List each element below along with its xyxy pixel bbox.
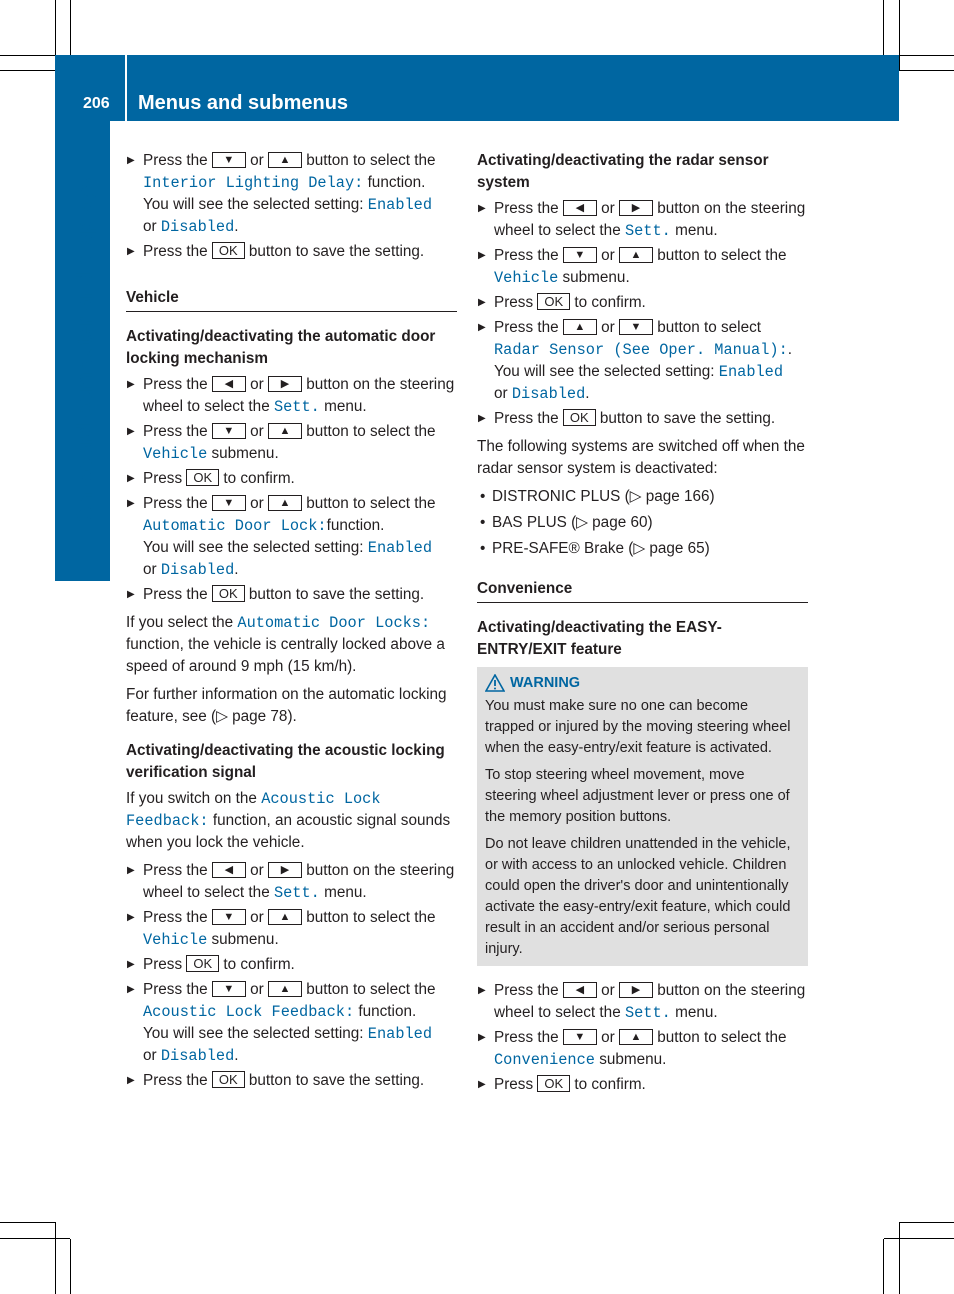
inline-text: Press the: [143, 981, 208, 998]
menu-item-ref: Disabled: [160, 561, 235, 579]
inline-text: Press the: [143, 376, 208, 393]
inline-text: button to select the: [306, 495, 436, 512]
step-arrow-icon: ▶: [127, 589, 135, 600]
right-key-icon: ▶: [619, 982, 653, 998]
down-key-icon: ▼: [212, 152, 246, 168]
inline-text: or: [250, 909, 264, 926]
inline-text: Press the: [143, 1072, 208, 1089]
menu-item-ref: Acoustic Lock Feedback:: [143, 1003, 355, 1021]
inline-text: Press the: [143, 862, 208, 879]
paragraph: [126, 788, 457, 854]
inline-text: .: [787, 341, 792, 358]
inline-text: or: [601, 247, 615, 264]
left-key-icon: ◀: [563, 200, 597, 216]
menu-item-ref: Sett.: [624, 1004, 671, 1022]
inline-text: or: [250, 152, 264, 169]
inline-text: function.: [358, 1003, 417, 1020]
subheading: Activating/deactivating the radar sensor system: [477, 152, 769, 191]
inline-text: button to select the: [306, 423, 436, 440]
menu-item-ref: Sett.: [624, 222, 671, 240]
inline-text: function.: [326, 517, 385, 534]
crop-mark: [0, 1238, 70, 1239]
left-column: [126, 150, 457, 1095]
step-arrow-icon: ▶: [478, 250, 486, 261]
right-key-icon: ▶: [268, 376, 302, 392]
inline-text: Press: [494, 1076, 534, 1093]
inline-text: menu.: [675, 1004, 718, 1021]
crop-mark: [0, 1222, 55, 1223]
inline-text: You will see the selected setting:: [143, 539, 364, 556]
down-key-icon: ▼: [212, 909, 246, 925]
inline-text: Press: [143, 956, 183, 973]
instruction-step: [126, 584, 457, 606]
step-arrow-icon: ▶: [127, 155, 135, 166]
menu-item-ref: Interior Lighting Delay:: [143, 174, 364, 192]
inline-text: If you switch on the: [126, 790, 257, 807]
inline-text: to confirm.: [574, 294, 646, 311]
inline-text: or: [250, 981, 264, 998]
instruction-step: [126, 907, 457, 951]
inline-text: Press the: [494, 1029, 559, 1046]
inline-text: Press the: [494, 410, 559, 427]
inline-text: button to select the: [306, 152, 436, 169]
menu-item-ref: Enabled: [367, 196, 433, 214]
instruction-step: [126, 468, 457, 490]
inline-text: or: [601, 982, 615, 999]
inline-text: or: [250, 423, 264, 440]
instruction-step: [477, 980, 808, 1024]
step-arrow-icon: ▶: [478, 1032, 486, 1043]
instruction-step: [126, 493, 457, 581]
inline-text: Press the: [143, 586, 208, 603]
warning-triangle-icon: [485, 674, 505, 692]
down-key-icon: ▼: [563, 1029, 597, 1045]
menu-item-ref: Enabled: [367, 1025, 433, 1043]
bullet-item: • PRE-SAFE® Brake (▷ page 65): [477, 538, 808, 560]
step-arrow-icon: ▶: [127, 959, 135, 970]
instruction-step: [477, 198, 808, 242]
warning-title: WARNING: [510, 675, 581, 691]
inline-text: or: [143, 1047, 157, 1064]
subheading: Activating/deactivating the automatic door locking mechanism: [126, 328, 436, 367]
inline-text: button to select the: [306, 909, 436, 926]
inline-text: button to select the: [306, 981, 436, 998]
menu-item-ref: Disabled: [511, 385, 586, 403]
up-key-icon: ▲: [619, 247, 653, 263]
warning-header: [485, 673, 800, 694]
inline-text: function, an acoustic signal sounds when you lock the vehicle.: [126, 812, 451, 851]
inline-text: Press: [494, 294, 534, 311]
step-arrow-icon: ▶: [478, 1079, 486, 1090]
menu-item-ref: Automatic Door Locks:: [237, 614, 431, 632]
instruction-step: [126, 954, 457, 976]
page-number: 206: [83, 95, 110, 112]
instruction-step: [126, 374, 457, 418]
ok-key-icon: OK: [212, 242, 245, 259]
crop-mark: [899, 1222, 954, 1223]
warning-paragraph: To stop steering wheel movement, move steering wheel adjustment lever or press one of the memory position buttons.: [485, 767, 790, 825]
step-arrow-icon: ▶: [478, 322, 486, 333]
inline-text: submenu.: [211, 445, 279, 462]
inline-text: or: [601, 319, 615, 336]
crop-mark: [899, 1222, 900, 1294]
instruction-step: [477, 1074, 808, 1096]
step-arrow-icon: ▶: [478, 203, 486, 214]
inline-text: Press the: [143, 909, 208, 926]
inline-text: Press: [143, 470, 183, 487]
bullet-item: • BAS PLUS (▷ page 60): [477, 512, 808, 534]
step-arrow-icon: ▶: [127, 984, 135, 995]
inline-text: to confirm.: [223, 956, 295, 973]
inline-text: .: [234, 218, 239, 235]
menu-item-ref: Radar Sensor (See Oper. Manual):: [494, 341, 788, 359]
heading-convenience: Convenience: [477, 578, 808, 603]
up-key-icon: ▲: [268, 152, 302, 168]
inline-text: button to select the: [657, 247, 787, 264]
inline-text: .: [234, 1047, 239, 1064]
ok-key-icon: OK: [563, 409, 596, 426]
ok-key-icon: OK: [186, 955, 219, 972]
inline-text: You will see the selected setting:: [494, 363, 715, 380]
inline-text: button on the: [657, 982, 747, 999]
chapter-tab-label: On-board computer and displays: [72, 177, 97, 523]
instruction-step: [126, 979, 457, 1067]
ok-key-icon: OK: [212, 1071, 245, 1088]
inline-text: You will see the selected setting:: [143, 1025, 364, 1042]
inline-text: or: [250, 495, 264, 512]
inline-text: to confirm.: [223, 470, 295, 487]
menu-item-ref: Vehicle: [143, 931, 208, 949]
crop-mark: [899, 55, 954, 56]
inline-text: to confirm.: [574, 1076, 646, 1093]
inline-text: button on the: [306, 376, 396, 393]
menu-item-ref: Convenience: [494, 1051, 595, 1069]
crop-mark: [70, 1239, 71, 1294]
right-key-icon: ▶: [268, 862, 302, 878]
inline-text: Press the: [494, 319, 559, 336]
inline-text: menu.: [675, 222, 718, 239]
down-key-icon: ▼: [619, 319, 653, 335]
up-key-icon: ▲: [563, 319, 597, 335]
inline-text: If you select the: [126, 614, 234, 631]
step-arrow-icon: ▶: [478, 413, 486, 424]
step-arrow-icon: ▶: [127, 473, 135, 484]
inline-text: or: [143, 561, 157, 578]
menu-item-ref: Disabled: [160, 218, 235, 236]
instruction-step: [477, 317, 808, 405]
step-arrow-icon: ▶: [127, 912, 135, 923]
inline-text: You will see the selected setting:: [143, 196, 364, 213]
inline-text: Press the: [143, 243, 208, 260]
inline-text: .: [234, 561, 239, 578]
menu-item-ref: Disabled: [160, 1047, 235, 1065]
up-key-icon: ▲: [268, 423, 302, 439]
down-key-icon: ▼: [212, 981, 246, 997]
inline-text: steering wheel to select the: [143, 862, 455, 901]
up-key-icon: ▲: [268, 495, 302, 511]
inline-text: menu.: [324, 398, 367, 415]
up-key-icon: ▲: [268, 981, 302, 997]
left-key-icon: ◀: [212, 376, 246, 392]
inline-text: submenu.: [599, 1051, 667, 1068]
up-key-icon: ▲: [619, 1029, 653, 1045]
inline-text: or: [250, 376, 264, 393]
inline-text: button to select: [657, 319, 761, 336]
crop-mark: [883, 0, 884, 55]
menu-item-ref: Vehicle: [494, 269, 559, 287]
step-arrow-icon: ▶: [478, 985, 486, 996]
warning-box: [477, 667, 808, 966]
down-key-icon: ▼: [212, 495, 246, 511]
step-arrow-icon: ▶: [478, 297, 486, 308]
inline-text: steering wheel to select the: [494, 982, 806, 1021]
inline-text: button on the: [306, 862, 396, 879]
menu-item-ref: Sett.: [273, 398, 320, 416]
step-arrow-icon: ▶: [127, 426, 135, 437]
ok-key-icon: OK: [186, 469, 219, 486]
menu-item-ref: Acoustic Lock Feedback:: [126, 790, 381, 830]
inline-text: Press the: [494, 200, 559, 217]
inline-text: menu.: [324, 884, 367, 901]
inline-text: button on the: [657, 200, 747, 217]
menu-item-ref: Automatic Door Lock:: [143, 517, 327, 535]
up-key-icon: ▲: [268, 909, 302, 925]
section-title: Menus and submenus: [138, 92, 349, 114]
inline-text: or: [494, 385, 508, 402]
left-key-icon: ◀: [563, 982, 597, 998]
left-key-icon: ◀: [212, 862, 246, 878]
inline-text: button to save the setting.: [248, 586, 425, 603]
instruction-step: [477, 408, 808, 430]
inline-text: steering wheel to select the: [494, 200, 806, 239]
instruction-step: [126, 1070, 457, 1092]
paragraph: [126, 612, 457, 678]
crop-mark: [70, 0, 71, 55]
inline-text: Press the: [143, 495, 208, 512]
inline-text: function, the vehicle is centrally locked above a speed of around 9 mph (15 km/h).: [126, 636, 445, 675]
inline-text: or: [601, 200, 615, 217]
inline-text: button to save the setting.: [248, 243, 425, 260]
down-key-icon: ▼: [212, 423, 246, 439]
crop-mark: [884, 1238, 954, 1239]
header-divider: [125, 55, 127, 121]
crop-mark: [0, 55, 55, 56]
inline-text: .: [585, 385, 590, 402]
inline-text: submenu.: [211, 931, 279, 948]
inline-text: function.: [367, 174, 426, 191]
heading-vehicle: Vehicle: [126, 287, 457, 312]
inline-text: or: [601, 1029, 615, 1046]
paragraph: For further information on the automatic locking feature, see (▷ page 78).: [126, 686, 447, 725]
crop-mark: [55, 1222, 56, 1294]
crop-mark: [899, 0, 900, 70]
inline-text: Press the: [143, 423, 208, 440]
subheading: Activating/deactivating the acoustic locking verification signal: [126, 742, 445, 781]
inline-text: or: [143, 218, 157, 235]
menu-item-ref: Enabled: [367, 539, 433, 557]
instruction-step: [126, 860, 457, 904]
ok-key-icon: OK: [537, 1075, 570, 1092]
inline-text: Press the: [494, 982, 559, 999]
menu-item-ref: Enabled: [718, 363, 784, 381]
inline-text: button to save the setting.: [599, 410, 776, 427]
crop-mark: [883, 1239, 884, 1294]
inline-text: steering wheel to select the: [143, 376, 455, 415]
ok-key-icon: OK: [212, 585, 245, 602]
instruction-step: [126, 421, 457, 465]
inline-text: button to save the setting.: [248, 1072, 425, 1089]
inline-text: Press the: [143, 152, 208, 169]
paragraph: The following systems are switched off when the radar sensor system is deactivated:: [477, 438, 805, 477]
bullet-item: • DISTRONIC PLUS (▷ page 166): [477, 486, 808, 508]
instruction-step: [126, 241, 457, 263]
subheading: Activating/deactivating the EASY-ENTRY/EXIT feature: [477, 619, 722, 658]
inline-text: Press the: [494, 247, 559, 264]
instruction-step: [477, 1027, 808, 1071]
inline-text: button to select the: [657, 1029, 787, 1046]
step-arrow-icon: ▶: [127, 379, 135, 390]
inline-text: or: [250, 862, 264, 879]
instruction-step: [477, 292, 808, 314]
right-column: [477, 150, 808, 1099]
step-arrow-icon: ▶: [127, 865, 135, 876]
right-key-icon: ▶: [619, 200, 653, 216]
instruction-step: [126, 150, 457, 238]
warning-paragraph: Do not leave children unattended in the vehicle, or with access to an unlocked vehicle. Children could open the driver's door and unintentionally activate the easy-entry/exit feature, which could result in an accident and/or serious personal injury.: [485, 836, 791, 957]
instruction-step: [477, 245, 808, 289]
warning-paragraph: You must make sure no one can become trapped or injured by the moving steering wheel when the easy-entry/exit feature is activated.: [485, 698, 791, 756]
ok-key-icon: OK: [537, 293, 570, 310]
down-key-icon: ▼: [563, 247, 597, 263]
step-arrow-icon: ▶: [127, 498, 135, 509]
step-arrow-icon: ▶: [127, 246, 135, 257]
menu-item-ref: Vehicle: [143, 445, 208, 463]
menu-item-ref: Sett.: [273, 884, 320, 902]
inline-text: submenu.: [562, 269, 630, 286]
step-arrow-icon: ▶: [127, 1075, 135, 1086]
